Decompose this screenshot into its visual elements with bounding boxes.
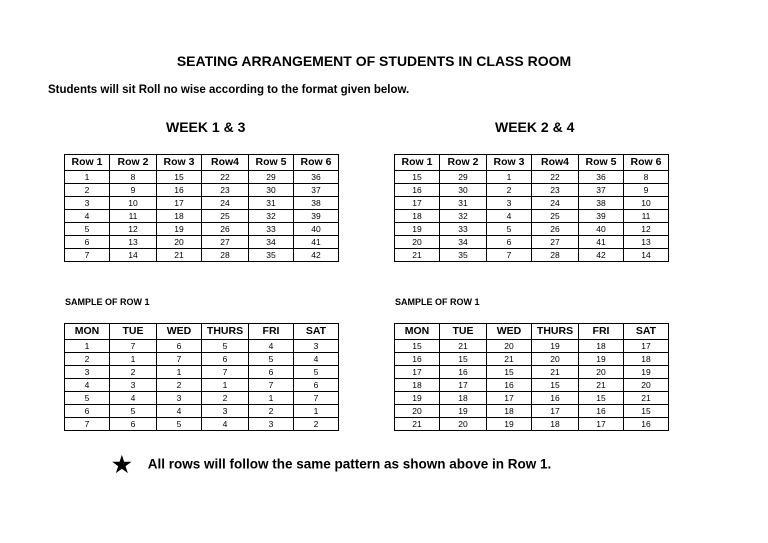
column-header: WED [487,324,532,340]
table-cell: 38 [294,197,339,210]
table-cell: 1 [249,392,294,405]
column-header: Row 2 [440,155,487,171]
table-cell: 29 [440,171,487,184]
table-cell: 10 [624,197,669,210]
table-cell: 2 [65,353,110,366]
footer-note [112,452,551,478]
table-cell: 3 [202,405,249,418]
table-cell: 3 [110,379,157,392]
table-cell: 33 [249,223,294,236]
table-row [395,418,669,431]
table-cell: 10 [110,197,157,210]
table-cell: 34 [440,236,487,249]
table-cell: 21 [395,249,440,262]
table-row [65,353,339,366]
table-cell: 13 [624,236,669,249]
table-cell: 21 [487,353,532,366]
table-row [395,405,669,418]
table-cell: 21 [157,249,202,262]
table-cell: 4 [202,418,249,431]
table-cell: 7 [157,353,202,366]
table-cell: 18 [440,392,487,405]
table-row [395,223,669,236]
table-cell: 41 [294,236,339,249]
table-cell: 18 [395,210,440,223]
sample-row1-heading-left: SAMPLE OF ROW 1 [65,297,150,307]
table-cell: 26 [202,223,249,236]
table-cell: 21 [624,392,669,405]
table-cell: 21 [440,340,487,353]
table-cell: 42 [294,249,339,262]
table-cell: 11 [110,210,157,223]
table-cell: 35 [249,249,294,262]
table-cell: 7 [487,249,532,262]
column-header: Row 6 [624,155,669,171]
table-cell: 5 [110,405,157,418]
table-cell: 5 [294,366,339,379]
column-header: THURS [532,324,579,340]
week-2-4-table [394,154,669,262]
table-cell: 5 [249,353,294,366]
table-cell: 37 [579,184,624,197]
table-cell: 5 [65,392,110,405]
table-cell: 2 [202,392,249,405]
table-cell: 6 [249,366,294,379]
table-cell: 23 [532,184,579,197]
table-cell: 20 [440,418,487,431]
table-cell: 29 [249,171,294,184]
table-cell: 18 [532,418,579,431]
sample-row1-table-left [64,323,339,431]
table-cell: 16 [579,405,624,418]
table-cell: 28 [532,249,579,262]
column-header: Row 2 [110,155,157,171]
table-cell: 3 [487,197,532,210]
table-cell: 9 [624,184,669,197]
table-row [395,379,669,392]
table-cell: 15 [395,171,440,184]
table-cell: 1 [487,171,532,184]
table-cell: 12 [110,223,157,236]
column-header: Row 5 [249,155,294,171]
table-cell: 2 [294,418,339,431]
table-cell: 17 [579,418,624,431]
table-cell: 15 [532,379,579,392]
table-cell: 6 [110,418,157,431]
sample-row1-heading-right: SAMPLE OF ROW 1 [395,297,480,307]
table-cell: 7 [249,379,294,392]
table-cell: 3 [157,392,202,405]
table-cell: 16 [487,379,532,392]
column-header: MON [395,324,440,340]
table-cell: 32 [440,210,487,223]
table-cell: 24 [202,197,249,210]
table-cell: 27 [202,236,249,249]
table-cell: 37 [294,184,339,197]
table-cell: 25 [202,210,249,223]
table-cell: 6 [65,405,110,418]
star-icon: ★ [112,452,132,477]
table-cell: 16 [624,418,669,431]
table-cell: 38 [579,197,624,210]
table-cell: 17 [395,197,440,210]
table-row [65,340,339,353]
table-cell: 1 [110,353,157,366]
table-row [65,366,339,379]
table-row [65,418,339,431]
table-cell: 19 [532,340,579,353]
table-cell: 20 [579,366,624,379]
column-header: TUE [440,324,487,340]
table-cell: 17 [395,366,440,379]
table-cell: 30 [440,184,487,197]
table-cell: 21 [579,379,624,392]
table-row [395,184,669,197]
table-cell: 20 [157,236,202,249]
table-cell: 4 [294,353,339,366]
table-cell: 18 [624,353,669,366]
table-cell: 31 [249,197,294,210]
table-cell: 20 [395,405,440,418]
table-cell: 4 [65,210,110,223]
table-cell: 20 [395,236,440,249]
table-cell: 18 [157,210,202,223]
column-header: Row 3 [487,155,532,171]
table-cell: 19 [624,366,669,379]
table-cell: 4 [110,392,157,405]
week-1-3-table [64,154,339,262]
table-cell: 9 [110,184,157,197]
column-header: Row 1 [395,155,440,171]
table-cell: 33 [440,223,487,236]
table-cell: 39 [294,210,339,223]
table-cell: 17 [532,405,579,418]
table-row [65,236,339,249]
table-row [395,340,669,353]
column-header: TUE [110,324,157,340]
table-cell: 4 [65,379,110,392]
table-cell: 30 [249,184,294,197]
table-cell: 18 [579,340,624,353]
table-cell: 1 [202,379,249,392]
table-cell: 23 [202,184,249,197]
table-cell: 17 [487,392,532,405]
table-cell: 35 [440,249,487,262]
table-cell: 7 [202,366,249,379]
table-cell: 3 [65,366,110,379]
table-cell: 6 [157,340,202,353]
column-header: Row 1 [65,155,110,171]
week-1-3-heading: WEEK 1 & 3 [166,119,246,135]
table-cell: 19 [579,353,624,366]
table-cell: 40 [294,223,339,236]
table-cell: 15 [440,353,487,366]
table-row [395,392,669,405]
column-header: Row4 [532,155,579,171]
column-header: SAT [624,324,669,340]
table-cell: 22 [532,171,579,184]
table-cell: 15 [395,340,440,353]
column-header: THURS [202,324,249,340]
instructions-text: Students will sit Roll no wise according to the format given below. [48,84,410,96]
table-row [395,197,669,210]
table-row [395,171,669,184]
table-cell: 19 [487,418,532,431]
table-cell: 17 [624,340,669,353]
table-cell: 8 [110,171,157,184]
table-cell: 41 [579,236,624,249]
table-cell: 6 [202,353,249,366]
table-cell: 18 [395,379,440,392]
table-cell: 27 [532,236,579,249]
table-cell: 8 [624,171,669,184]
table-cell: 13 [110,236,157,249]
table-cell: 22 [202,171,249,184]
column-header: Row 5 [579,155,624,171]
table-cell: 11 [624,210,669,223]
column-header: Row 6 [294,155,339,171]
table-cell: 2 [249,405,294,418]
table-cell: 36 [579,171,624,184]
table-row [395,366,669,379]
table-cell: 16 [395,184,440,197]
table-cell: 5 [202,340,249,353]
table-row [65,210,339,223]
table-cell: 14 [110,249,157,262]
table-cell: 36 [294,171,339,184]
table-cell: 42 [579,249,624,262]
table-row [65,223,339,236]
table-cell: 16 [157,184,202,197]
table-row [65,405,339,418]
column-header: WED [157,324,202,340]
table-cell: 21 [532,366,579,379]
table-cell: 20 [487,340,532,353]
table-cell: 34 [249,236,294,249]
table-cell: 4 [249,340,294,353]
table-cell: 7 [294,392,339,405]
table-cell: 15 [579,392,624,405]
table-cell: 2 [110,366,157,379]
table-cell: 5 [65,223,110,236]
table-cell: 16 [395,353,440,366]
table-cell: 3 [249,418,294,431]
table-cell: 6 [294,379,339,392]
sample-row1-table-right [394,323,669,431]
table-cell: 14 [624,249,669,262]
table-cell: 18 [487,405,532,418]
table-cell: 5 [487,223,532,236]
table-cell: 4 [487,210,532,223]
table-cell: 3 [65,197,110,210]
table-row [395,353,669,366]
table-row [65,379,339,392]
table-cell: 24 [532,197,579,210]
table-cell: 2 [65,184,110,197]
table-cell: 20 [532,353,579,366]
table-cell: 15 [157,171,202,184]
table-row [65,249,339,262]
table-row [65,171,339,184]
table-cell: 2 [487,184,532,197]
table-cell: 19 [395,392,440,405]
table-cell: 6 [65,236,110,249]
table-cell: 16 [532,392,579,405]
table-cell: 21 [395,418,440,431]
table-cell: 20 [624,379,669,392]
table-cell: 6 [487,236,532,249]
column-header: FRI [579,324,624,340]
table-cell: 19 [440,405,487,418]
table-row [65,392,339,405]
table-cell: 2 [157,379,202,392]
table-cell: 28 [202,249,249,262]
table-row [395,210,669,223]
table-cell: 40 [579,223,624,236]
table-cell: 32 [249,210,294,223]
table-cell: 7 [65,418,110,431]
column-header: Row4 [202,155,249,171]
table-cell: 25 [532,210,579,223]
table-cell: 17 [440,379,487,392]
table-cell: 26 [532,223,579,236]
table-cell: 7 [110,340,157,353]
table-cell: 17 [157,197,202,210]
table-cell: 15 [624,405,669,418]
table-row [395,236,669,249]
footer-text: All rows will follow the same pattern as shown above in Row 1. [147,456,552,472]
table-cell: 1 [65,340,110,353]
table-cell: 3 [294,340,339,353]
table-row [395,249,669,262]
table-cell: 19 [157,223,202,236]
table-cell: 1 [294,405,339,418]
table-row [65,197,339,210]
table-cell: 16 [440,366,487,379]
table-cell: 12 [624,223,669,236]
week-2-4-heading: WEEK 2 & 4 [495,119,575,135]
column-header: MON [65,324,110,340]
table-cell: 31 [440,197,487,210]
table-cell: 7 [65,249,110,262]
table-cell: 19 [395,223,440,236]
table-cell: 15 [487,366,532,379]
page-title: SEATING ARRANGEMENT OF STUDENTS IN CLASS ROOM [176,53,572,69]
column-header: FRI [249,324,294,340]
column-header: SAT [294,324,339,340]
table-cell: 39 [579,210,624,223]
table-cell: 4 [157,405,202,418]
column-header: Row 3 [157,155,202,171]
table-cell: 5 [157,418,202,431]
table-cell: 1 [157,366,202,379]
table-row [65,184,339,197]
table-cell: 1 [65,171,110,184]
